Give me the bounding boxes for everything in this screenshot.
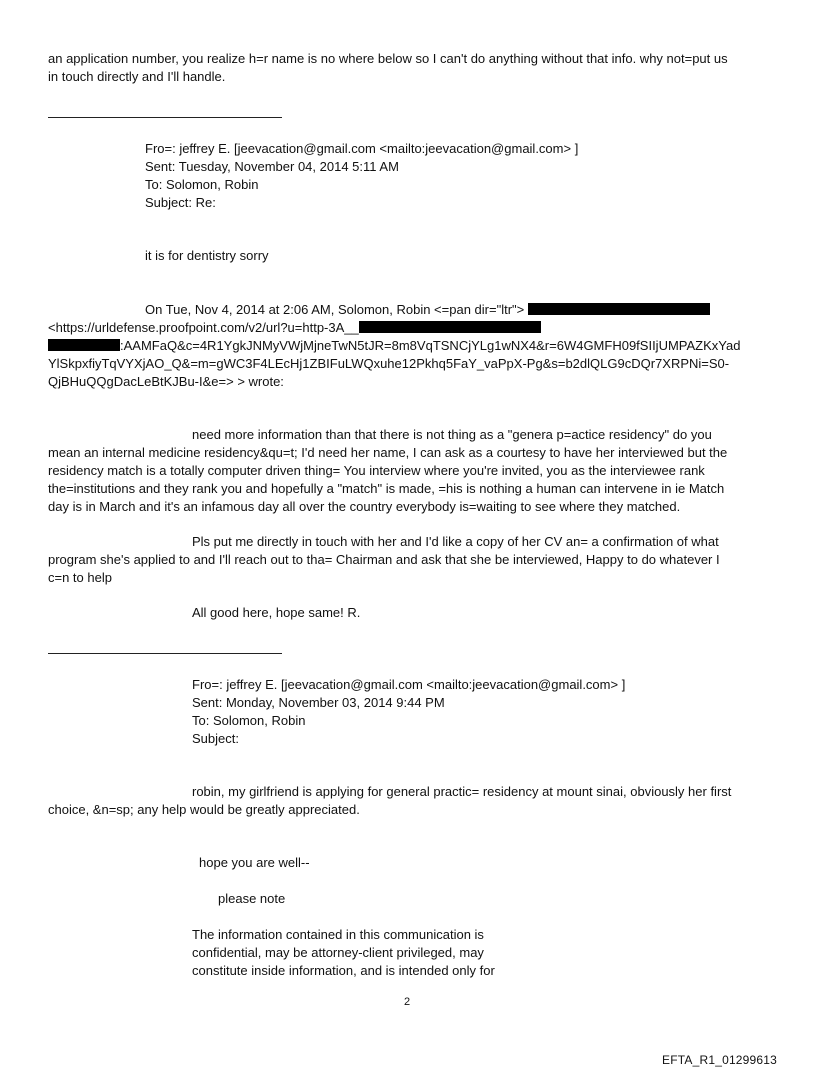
email-subject: Subject: — [192, 731, 239, 746]
message-line: hope you are well-- — [199, 855, 310, 870]
redaction-block — [528, 303, 710, 315]
email-to: To: Solomon, Robin — [192, 713, 306, 728]
body-text-line: an application number, you realize h=r name is no where below so I can't do anything without that info. why not=put us — [48, 51, 728, 66]
redaction-block — [48, 339, 120, 351]
separator-line — [48, 653, 282, 654]
email-sent: Sent: Monday, November 03, 2014 9:44 PM — [192, 695, 445, 710]
message-line: robin, my girlfriend is applying for general practic= residency at mount sinai, obviously her first — [192, 784, 732, 799]
page-number: 2 — [404, 996, 411, 1008]
email-from: Fro=: jeffrey E. [jeevacation@gmail.com <mailto:jeevacation@gmail.com> ] — [145, 141, 579, 156]
message-line: the=institutions and they rank you and hopefully a "match" is made, =his is nothing a human can intervene in ie Match — [48, 481, 725, 496]
message-line: choice, &n=sp; any help would be greatly appreciated. — [48, 802, 360, 817]
body-text-line: in touch directly and I'll handle. — [48, 69, 226, 84]
disclaimer-line: constitute inside information, and is intended only for — [192, 963, 495, 978]
message-line: mean an internal medicine residency&qu=t; I'd need her name, I can ask as a courtesy to have her interviewed but the — [48, 445, 728, 460]
quote-url-line: <https://urldefense.proofpoint.com/v2/url?u=http-3A__ — [48, 319, 541, 336]
message-line: day is in March and it's an infamous day all over the country everybody is=waiting to see where they matched. — [48, 499, 681, 514]
redaction-block — [359, 321, 541, 333]
quote-url-line: YlSkpxfiyTqVYXjAO_Q&=m=gWC3F4LEcHj1ZBIFuLWQxuhe12Pkhq5FaY_vaPpX-Pg&s=b2dlQLG9cDQr7XRPNi=S0- — [48, 356, 730, 371]
message-line: please note — [218, 891, 286, 906]
quote-url-line: QjBHuQQgDacLeBtKJBu-I&e=> > wrote: — [48, 374, 284, 389]
message-line: residency match is a totally computer driven thing= You interview where you're invited, you as the interviewee rank — [48, 463, 705, 478]
message-body: it is for dentistry sorry — [145, 248, 269, 263]
email-sent: Sent: Tuesday, November 04, 2014 5:11 AM — [145, 159, 399, 174]
disclaimer-line: confidential, may be attorney-client privileged, may — [192, 945, 484, 960]
separator-line — [48, 117, 282, 118]
message-line: need more information than that there is not thing as a "genera p=actice residency" do you — [192, 427, 712, 442]
quote-attribution: On Tue, Nov 4, 2014 at 2:06 AM, Solomon, Robin <=pan dir="ltr"> — [145, 301, 710, 318]
disclaimer-line: The information contained in this communication is — [192, 927, 484, 942]
email-subject: Subject: Re: — [145, 195, 216, 210]
message-line: c=n to help — [48, 570, 112, 585]
email-to: To: Solomon, Robin — [145, 177, 259, 192]
document-id: EFTA_R1_01299613 — [662, 1053, 778, 1067]
message-line: Pls put me directly in touch with her and I'd like a copy of her CV an= a confirmation of what — [192, 534, 719, 549]
message-closing: All good here, hope same! R. — [192, 605, 361, 620]
message-line: program she's applied to and I'll reach out to tha= Chairman and ask that she be interviewed, Happy to do whatever I — [48, 552, 720, 567]
email-from: Fro=: jeffrey E. [jeevacation@gmail.com <mailto:jeevacation@gmail.com> ] — [192, 677, 626, 692]
quote-url-line: :AAMFaQ&c=4R1YgkJNMyVWjMjneTwN5tJR=8m8VqTSNCjYLg1wNX4&r=6W4GMFH09fSIIjUMPAZKxYad — [48, 337, 740, 354]
